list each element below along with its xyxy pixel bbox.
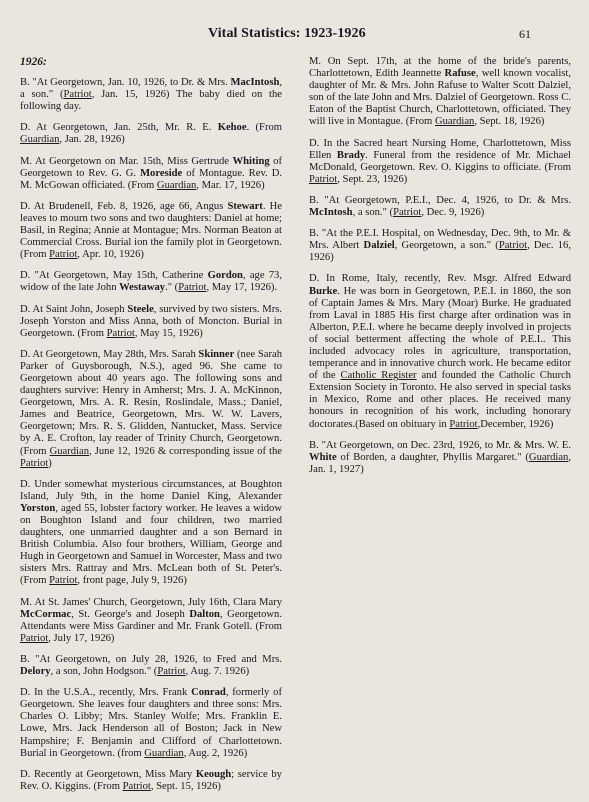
vital-record-entry [309,195,571,219]
surname: Dalton [189,608,220,620]
entry-text: of Montague. Rev. D. M. McGowan officiated. (From [20,167,282,191]
surname: Rafuse [444,68,476,80]
entry-text: . (From [246,122,283,134]
vital-record-entry [309,273,571,430]
left-column [20,56,282,802]
source-name: Patriot [449,418,478,430]
entry-text: D. At Brudenell, Feb. 8, 1926, age 66, Angus [20,200,228,212]
vital-record-entry [20,479,282,588]
entry-text: ,December, 1926) [477,418,554,430]
source-name: Patriot [20,632,49,644]
vital-record-entry [20,654,282,678]
entry-text: , survived by two sisters. Mrs. Joseph Yorston and Miss Anna, both of Moncton. Burial in Georgetown. (From [20,303,282,339]
entry-text: . Funeral from the residence of Mr. Michael McDonald, Georgetown. Rev. O. Kiggins to officiate. (From [309,149,572,173]
entry-text: , Jan. 28, 1926) [59,134,125,146]
vital-record-entry [20,122,282,146]
entry-text: , Georgetown, a son." ( [394,240,499,252]
vital-record-entry [309,440,571,476]
source-name: Patriot [498,240,528,252]
entry-text: D. In Rome, Italy, recently, Rev. Msgr. Alfred Edward [309,273,571,285]
source-name: Guardian [49,445,89,457]
entry-text: , Jan. 1, 1927) [309,451,571,475]
surname: Steele [127,303,154,315]
entry-text: , July 17, 1926) [48,632,115,644]
entry-text: , Sept. 18, 1926) [474,116,545,128]
entry-text: , Jan. 15, 1926) The baby died on the following day. [20,89,282,113]
entry-text: , June 12, 1926 & corresponding issue of the [89,445,282,457]
surname: Skinner [198,348,235,360]
surname: White [309,451,337,463]
entry-text: . He was born in Georgetown, P.E.I. in 1860, the son of Captain James & Mrs. Mary (Moar) Burke. He graduated from Laval in 1885 His first charge after ordination was in Alberton, P.E.I. where he became deeply involved in projects of social betterment affecting the whole of P.E.I.. This included advocacy roles in agriculture, transportation, temperance and in innovative church work. He became editor of the [309,285,571,382]
source-name: Patriot [393,207,422,219]
entry-text: D. At Saint John, Joseph [20,303,128,315]
entry-text: , Sept. 23, 1926) [337,173,408,185]
source-name: Patriot [106,327,135,339]
source-name: Patriot [157,666,186,678]
entry-text: D. At Georgetown, May 28th, Mrs. Sarah [20,348,199,360]
entry-text: , a son, John Hodgson." ( [50,666,158,678]
entry-text: , a son." ( [20,77,282,101]
entry-text: ." ( [165,282,179,294]
year-heading: 1926: [20,56,47,68]
source-name: Patriot [309,173,338,185]
page-header [0,26,589,46]
entry-text: , a son." ( [352,207,394,219]
surname: McCormac [20,608,72,620]
entry-text: , Dec. 9, 1926) [421,207,485,219]
entry-text: D. Under somewhat mysterious circumstances, at Boughton Island, July 9th, in the home Daniel King, Alexander [20,478,282,502]
entry-text: D. At Georgetown, Jan. 25th, Mr. R. E. [20,122,218,134]
page-title: Vital Statistics: 1923-1926 [208,26,366,41]
vital-record-entry [20,156,282,192]
entry-text: , Aug. 2, 1926) [183,747,248,759]
surname: McIntosh [309,207,353,219]
entry-text: , Georgetown. Attendants were Miss Gardiner and Mr. Frank Gotell. (From [20,608,282,632]
surname: Kehoe [217,122,247,134]
entry-text: of Georgetown to Rev. G. G. [20,155,282,179]
entry-text: , Mar. 17, 1926) [196,179,265,191]
vital-record-entry [20,597,282,645]
entry-text: , Sept. 15, 1926) [150,780,221,792]
surname: Whiting [232,155,270,167]
entry-text: B. "At Georgetown, Jan. 10, 1926, to Dr. & Mrs. [20,77,231,89]
surname: Burke [309,285,338,297]
entry-text: M. At St. James' Church, Georgetown, July 16th, Clara Mary [20,596,282,608]
source-name: Guardian [528,451,569,463]
source-name: Guardian [144,747,184,759]
entry-text: , aged 55, lobster factory worker. He leaves a widow on Boughton Island and four children, two married daughters, one unmarried daughter and a son Bernard in British Columbia. Also four brothers, William, George and Hugh in Georgetown and Samuel in Worcester, Mass and two sisters Mrs. Rattray and Mrs. McLean both of St. Peter's. (From [20,502,282,587]
surname: Gordon [207,270,243,282]
entry-text: , May 15, 1926) [134,327,203,339]
vital-record-entry [309,56,571,129]
source-name: Patriot [20,457,49,469]
entry-text: , Apr. 10, 1926) [77,249,144,261]
surname: Yorston [20,502,56,514]
surname: Moreside [140,167,183,179]
entry-text: of Borden, a daughter, Phyllis Margaret." ( [336,451,529,463]
entry-text: B. "At Georgetown, on Dec. 23rd, 1926, to Mr. & Mrs. W. E. [309,439,571,451]
entry-text: M. On Sept. 17th, at the home of the bride's parents, Charlottetown, Edith Jeannette [309,56,571,80]
vital-record-entry [20,77,282,113]
vital-record-entry [20,349,282,470]
surname: Dalziel [363,240,395,252]
surname: Westaway [119,282,166,294]
entry-text: M. At Georgetown on Mar. 15th, Miss Gertrude [20,155,233,167]
entry-text: B. "At the P.E.I. Hospital, on Wednesday, Dec. 9th, to Mr. & Mrs. Albert [309,228,571,252]
entry-text: , formerly of Georgetown. She leaves four daughters and three sons: Mrs. Charles O. Libby; Mrs. Stanley Wolfe; Mrs. Franklin E. Lowe, Mrs. Jack Henderson all of Boston; Jack in New Hampshire; F. Benjamin and Clifford of Charlottetown. Burial in Georgetown. (from [20,687,282,759]
entry-text: B. "At Georgetown, on July 28, 1926, to Fred and Mrs. [20,653,282,665]
surname: Brady [336,149,366,161]
vital-record-entry [309,138,571,186]
right-column [309,56,571,485]
entry-text: , Dec. 16, 1926) [309,240,571,264]
source-name: Patriot [178,282,207,294]
entry-text: D. Recently at Georgetown, Miss Mary [20,768,196,780]
entry-text: , age 73, widow of the late John [20,270,283,294]
entry-text: ) [48,457,52,469]
surname: Delory [20,666,51,678]
entry-text: D. "At Georgetown, May 15th, Catherine [20,270,208,282]
entry-text: and founded the Catholic Church Extension Society in Toronto. He also served in special tasks in Mexico, Rome and other places. He received many honours in recognition of his work, including honorary doctorates.(Based on obituary in [309,370,571,430]
entry-text: , well known vocalist, daughter of Mr. & Mrs. John Rafuse to Walter Scott Dalziel, son of the late John and Mrs. Dalziel of Georgetown. Ross C. Eaton of the Baptist Church, Charlottetown, officiated. They will live in Montague. (From [309,68,571,128]
surname: Conrad [191,687,226,699]
source-name: Patriot [63,89,92,101]
source-name: Guardian [20,134,60,146]
entry-text: D. In the U.S.A., recently, Mrs. Frank [20,687,192,699]
entry-text: , Aug. 7. 1926) [185,666,250,678]
entry-text: , May 17, 1926). [206,282,278,294]
vital-record-entry [20,687,282,760]
source-name: Patriot [122,780,151,792]
source-name: Catholic Register [340,370,417,382]
source-name: Guardian [156,179,197,191]
vital-record-entry [20,270,282,294]
entry-text: . He leaves to mourn two sons and two daughters: Daniel at home; Basil, in Regina; Annie at Montague; Mrs. Norman Beaton at Commercial Cross. Burial ion the family plot in Georgetown.(From [20,200,282,261]
surname: MacIntosh [230,77,280,89]
source-name: Patriot [49,249,78,261]
entry-text: B. "At Georgetown, P.E.I., Dec. 4, 1926, to Dr. & Mrs. [309,194,571,206]
surname: Stewart [227,200,263,212]
source-name: Guardian [434,116,475,128]
vital-record-entry [20,201,282,261]
vital-record-entry [309,228,571,264]
entry-text: ; service by Rev. O. Kiggins. (From [20,768,282,792]
source-name: Patriot [49,575,78,587]
vital-record-entry [20,304,282,340]
entry-text: , St. George's and Joseph [71,608,190,620]
surname: Keough [195,768,232,780]
entry-text: D. In the Sacred heart Nursing Home, Charlottetown, Miss Ellen [309,137,571,161]
right-entry-list [309,56,571,476]
page-number: 61 [519,27,531,41]
vital-record-entry [20,769,282,793]
entry-text: (nee Sarah Parker of Guysborough, N.S.), aged 96. She came to Georgetown about 40 years ago. The following sons and daughters survive: Henry in Amherst; Mrs. J. A. McKinnon, Georgetown, Mrs. A. R. Resin, Roslindale, Mass.; Daniel, James and Beatrice, Georgetown, Mrs. W. W. Lavers, Georgetown; Mrs. R. S. Glidden, Nantucket, Mass. Service by A. E. Crofton, lay reader of Trinity Church, Georgetown. (From [20,348,282,457]
left-entry-list [20,77,282,793]
entry-text: , front page, July 9, 1926) [77,575,187,587]
